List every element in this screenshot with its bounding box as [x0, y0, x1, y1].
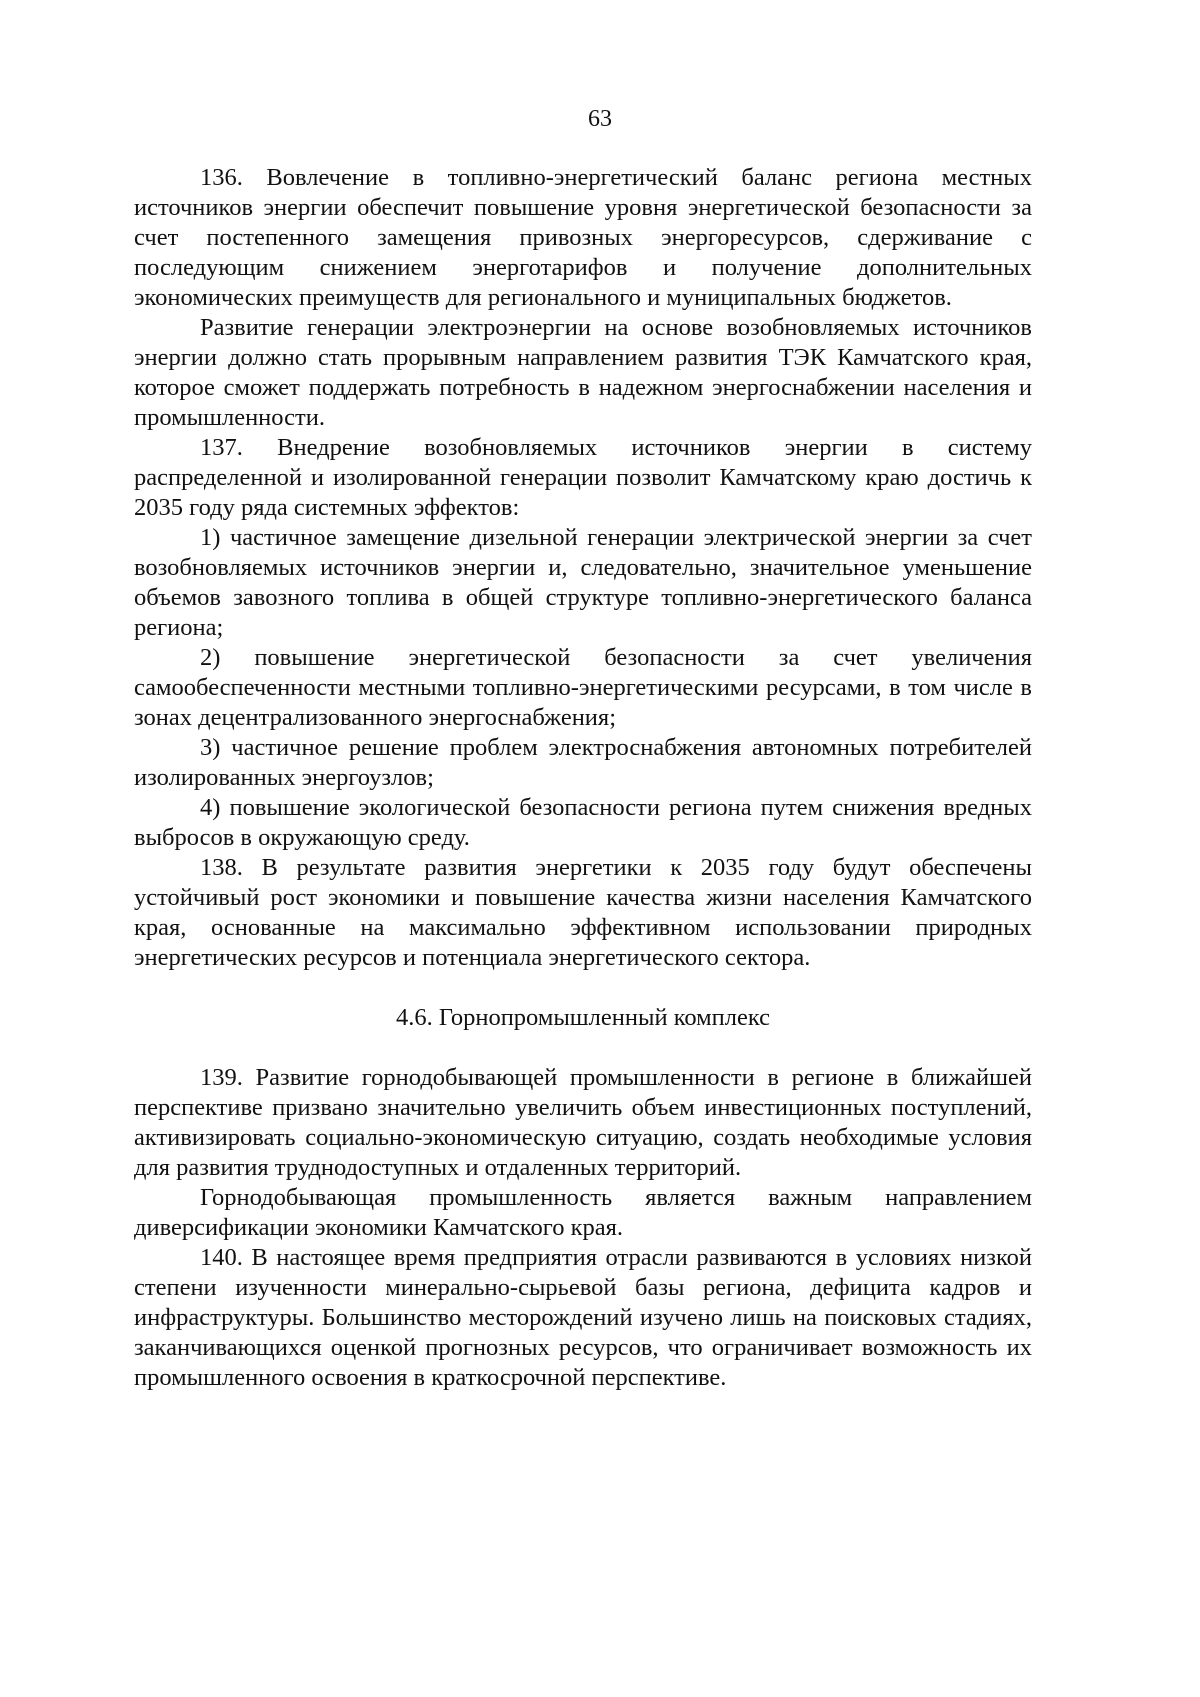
paragraph-137: 137. Внедрение возобновляемых источников энергии в систему распределенной и изолированной генерации позволит Камчатскому краю достичь к 2035 году ряда системных эффектов: — [134, 434, 1032, 521]
section-heading: 4.6. Горнопромышленный комплекс — [395, 1004, 771, 1031]
paragraph-136: 136. Вовлечение в топливно-энергетический баланс региона местных источников энергии обеспечит повышение уровня энергетической безопасности за счет постепенного замещения привозных энергоресурсов, сдерживание с последующим снижением энерготарифов и получение дополнительных экономических преимуществ для регионального и муниципальных бюджетов. — [134, 164, 1032, 311]
paragraph-mining-diversification: Горнодобывающая промышленность является важным направлением диверсификации экономики Камчатского края. — [134, 1184, 1032, 1241]
paragraph-138: 138. В результате развития энергетики к 2035 году будут обеспечены устойчивый рост экономики и повышение качества жизни населения Камчатского края, основанные на максимально эффективном использовании природных энергетических ресурсов и потенциала энергетического сектора. — [134, 854, 1032, 971]
list-item-4: 4) повышение экологической безопасности региона путем снижения вредных выбросов в окружающую среду. — [134, 794, 1032, 851]
document-body — [134, 163, 1032, 1393]
paragraph-139: 139. Развитие горнодобывающей промышленности в регионе в ближайшей перспективе призвано значительно увеличить объем инвестиционных поступлений, активизировать социально-экономическую ситуацию, создать необходимые условия для развития труднодоступных и отдаленных территорий. — [134, 1064, 1032, 1181]
page-number: 63 — [588, 106, 612, 132]
paragraph-renewable-generation: Развитие генерации электроэнергии на основе возобновляемых источников энергии должно стать прорывным направлением развития ТЭК Камчатского края, которое сможет поддержать потребность в надежном энергоснабжении населения и промышленности. — [134, 314, 1032, 431]
list-item-2: 2) повышение энергетической безопасности за счет увеличения самообеспеченности местными топливно-энергетическими ресурсами, в том числе в зонах децентрализованного энергоснабжения; — [134, 644, 1032, 731]
paragraph-140: 140. В настоящее время предприятия отрасли развиваются в условиях низкой степени изученности минерально-сырьевой базы региона, дефицита кадров и инфраструктуры. Большинство месторождений изучено лишь на поисковых стадиях, заканчивающихся оценкой прогнозных ресурсов, что ограничивает возможность их промышленного освоения в краткосрочной перспективе. — [134, 1244, 1032, 1391]
list-item-3: 3) частичное решение проблем электроснабжения автономных потребителей изолированных энергоузлов; — [134, 734, 1032, 791]
list-item-1: 1) частичное замещение дизельной генерации электрической энергии за счет возобновляемых источников энергии и, следовательно, значительное уменьшение объемов завозного топлива в общей структуре топливно-энергетического баланса региона; — [134, 524, 1032, 641]
